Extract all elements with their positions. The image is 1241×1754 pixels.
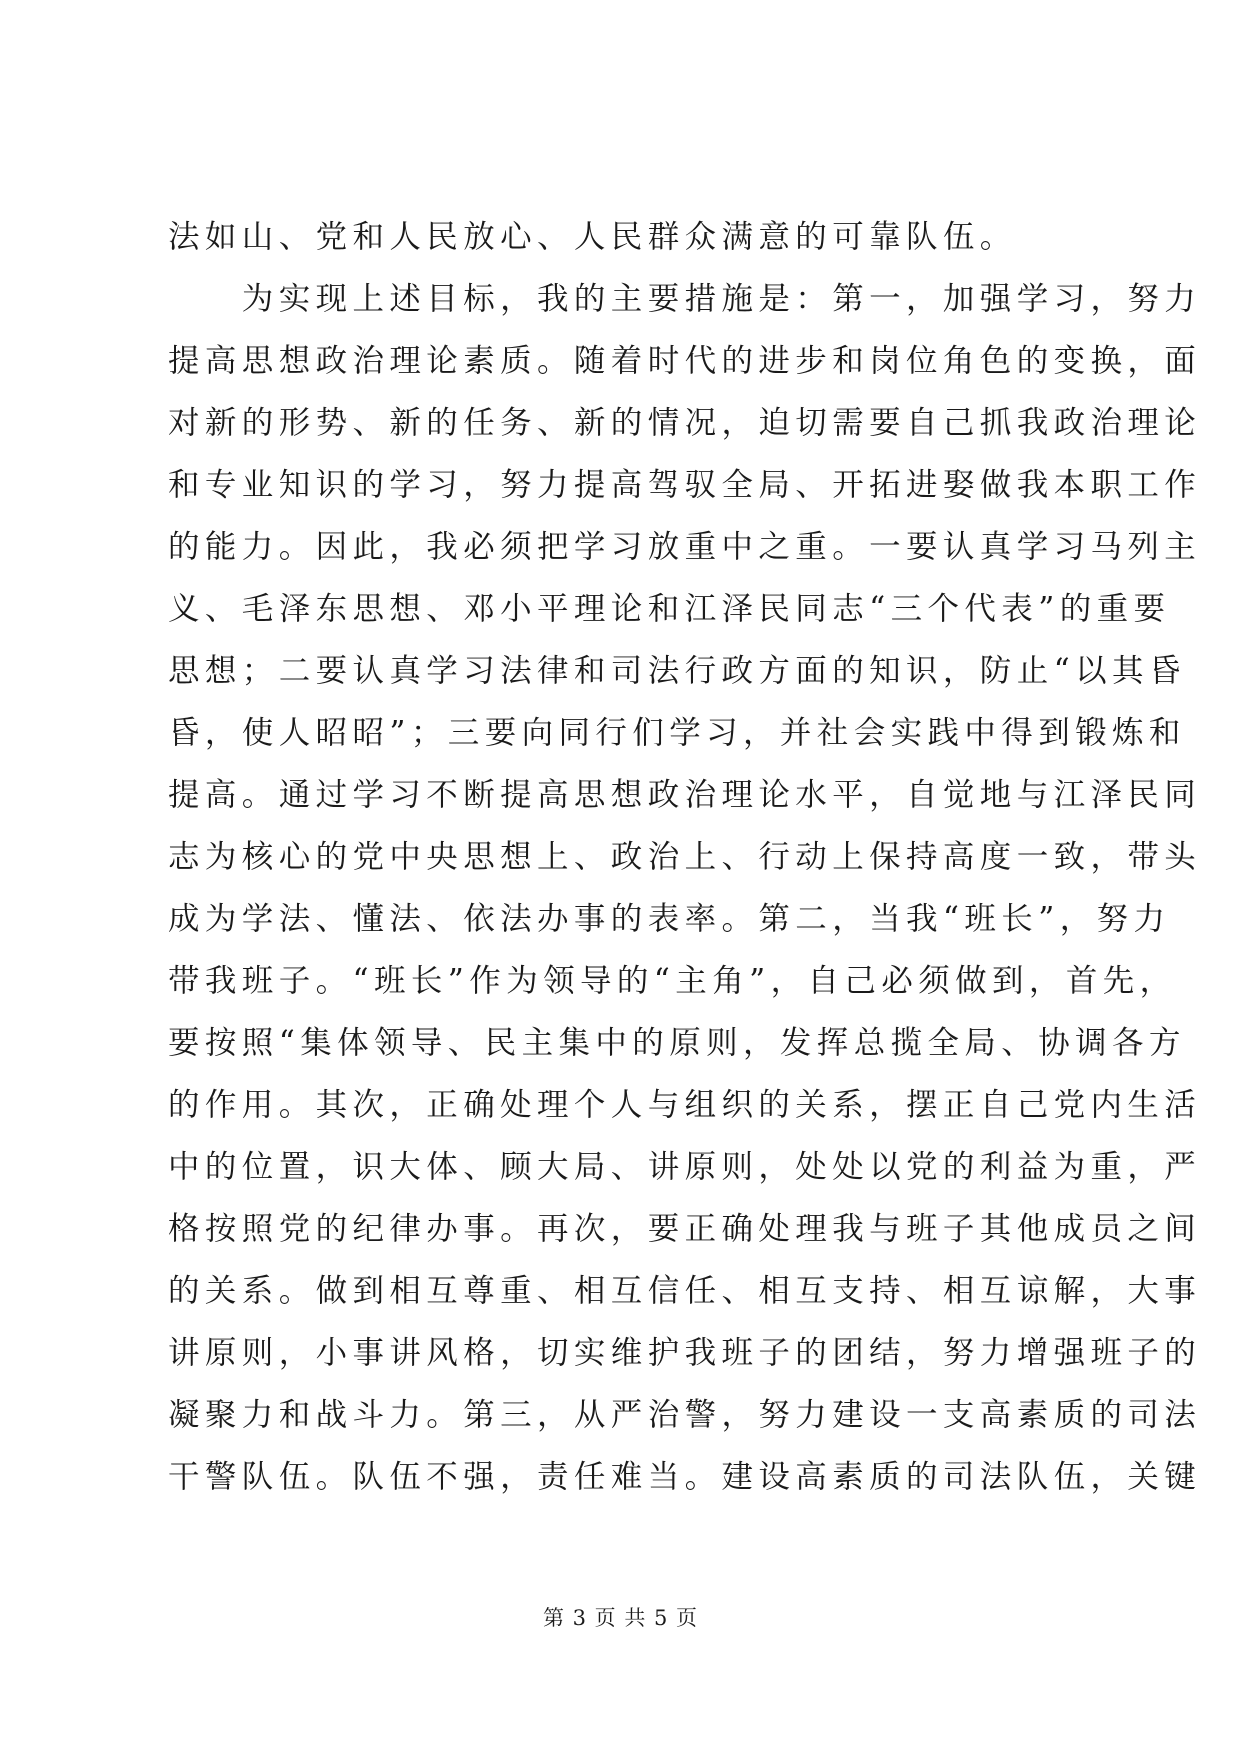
text-line-11: 志为核心的党中央思想上、政治上、行动上保持高度一致，带头 — [168, 839, 1202, 875]
text-line-2: 为实现上述目标，我的主要措施是：第一，加强学习，努力 — [168, 281, 1202, 317]
text-line-10: 提高。通过学习不断提高思想政治理论水平，自觉地与江泽民同 — [168, 777, 1202, 813]
text-line-15: 的作用。其次，正确处理个人与组织的关系，摆正自己党内生活 — [168, 1087, 1202, 1123]
text-line-6: 的能力。因此，我必须把学习放重中之重。一要认真学习马列主 — [168, 529, 1202, 565]
body-text — [168, 206, 1202, 1508]
text-line-8: 思想；二要认真学习法律和司法行政方面的知识，防止“以其昏 — [168, 653, 1186, 689]
text-line-20: 凝聚力和战斗力。第三，从严治警，努力建设一支高素质的司法 — [168, 1397, 1202, 1433]
text-line-7: 义、毛泽东思想、邓小平理论和江泽民同志“三个代表”的重要 — [168, 591, 1171, 627]
text-line-19: 讲原则，小事讲风格，切实维护我班子的团结，努力增强班子的 — [168, 1335, 1202, 1371]
page-number-footer: 第 3 页 共 5 页 — [542, 1606, 699, 1630]
text-line-9: 昏，使人昭昭”；三要向同行们学习，并社会实践中得到锻炼和 — [168, 715, 1186, 751]
text-line-12: 成为学法、懂法、依法办事的表率。第二，当我“班长”，努力 — [168, 901, 1171, 937]
text-line-14: 要按照“集体领导、民主集中的原则，发挥总揽全局、协调各方 — [168, 1025, 1186, 1061]
text-line-16: 中的位置，识大体、顾大局、讲原则，处处以党的利益为重，严 — [168, 1149, 1202, 1185]
text-line-18: 的关系。做到相互尊重、相互信任、相互支持、相互谅解，大事 — [168, 1273, 1202, 1309]
text-line-1: 法如山、党和人民放心、人民群众满意的可靠队伍。 — [168, 219, 1017, 255]
text-line-3: 提高思想政治理论素质。随着时代的进步和岗位角色的变换，面 — [168, 343, 1202, 379]
text-line-17: 格按照党的纪律办事。再次，要正确处理我与班子其他成员之间 — [168, 1211, 1202, 1247]
text-line-21: 干警队伍。队伍不强，责任难当。建设高素质的司法队伍，关键 — [168, 1459, 1202, 1495]
text-line-4: 对新的形势、新的任务、新的情况，迫切需要自己抓我政治理论 — [168, 405, 1202, 441]
text-line-5: 和专业知识的学习，努力提高驾驭全局、开拓进娶做我本职工作 — [168, 467, 1202, 503]
text-line-13: 带我班子。“班长”作为领导的“主角”，自己必须做到，首先， — [168, 963, 1177, 999]
